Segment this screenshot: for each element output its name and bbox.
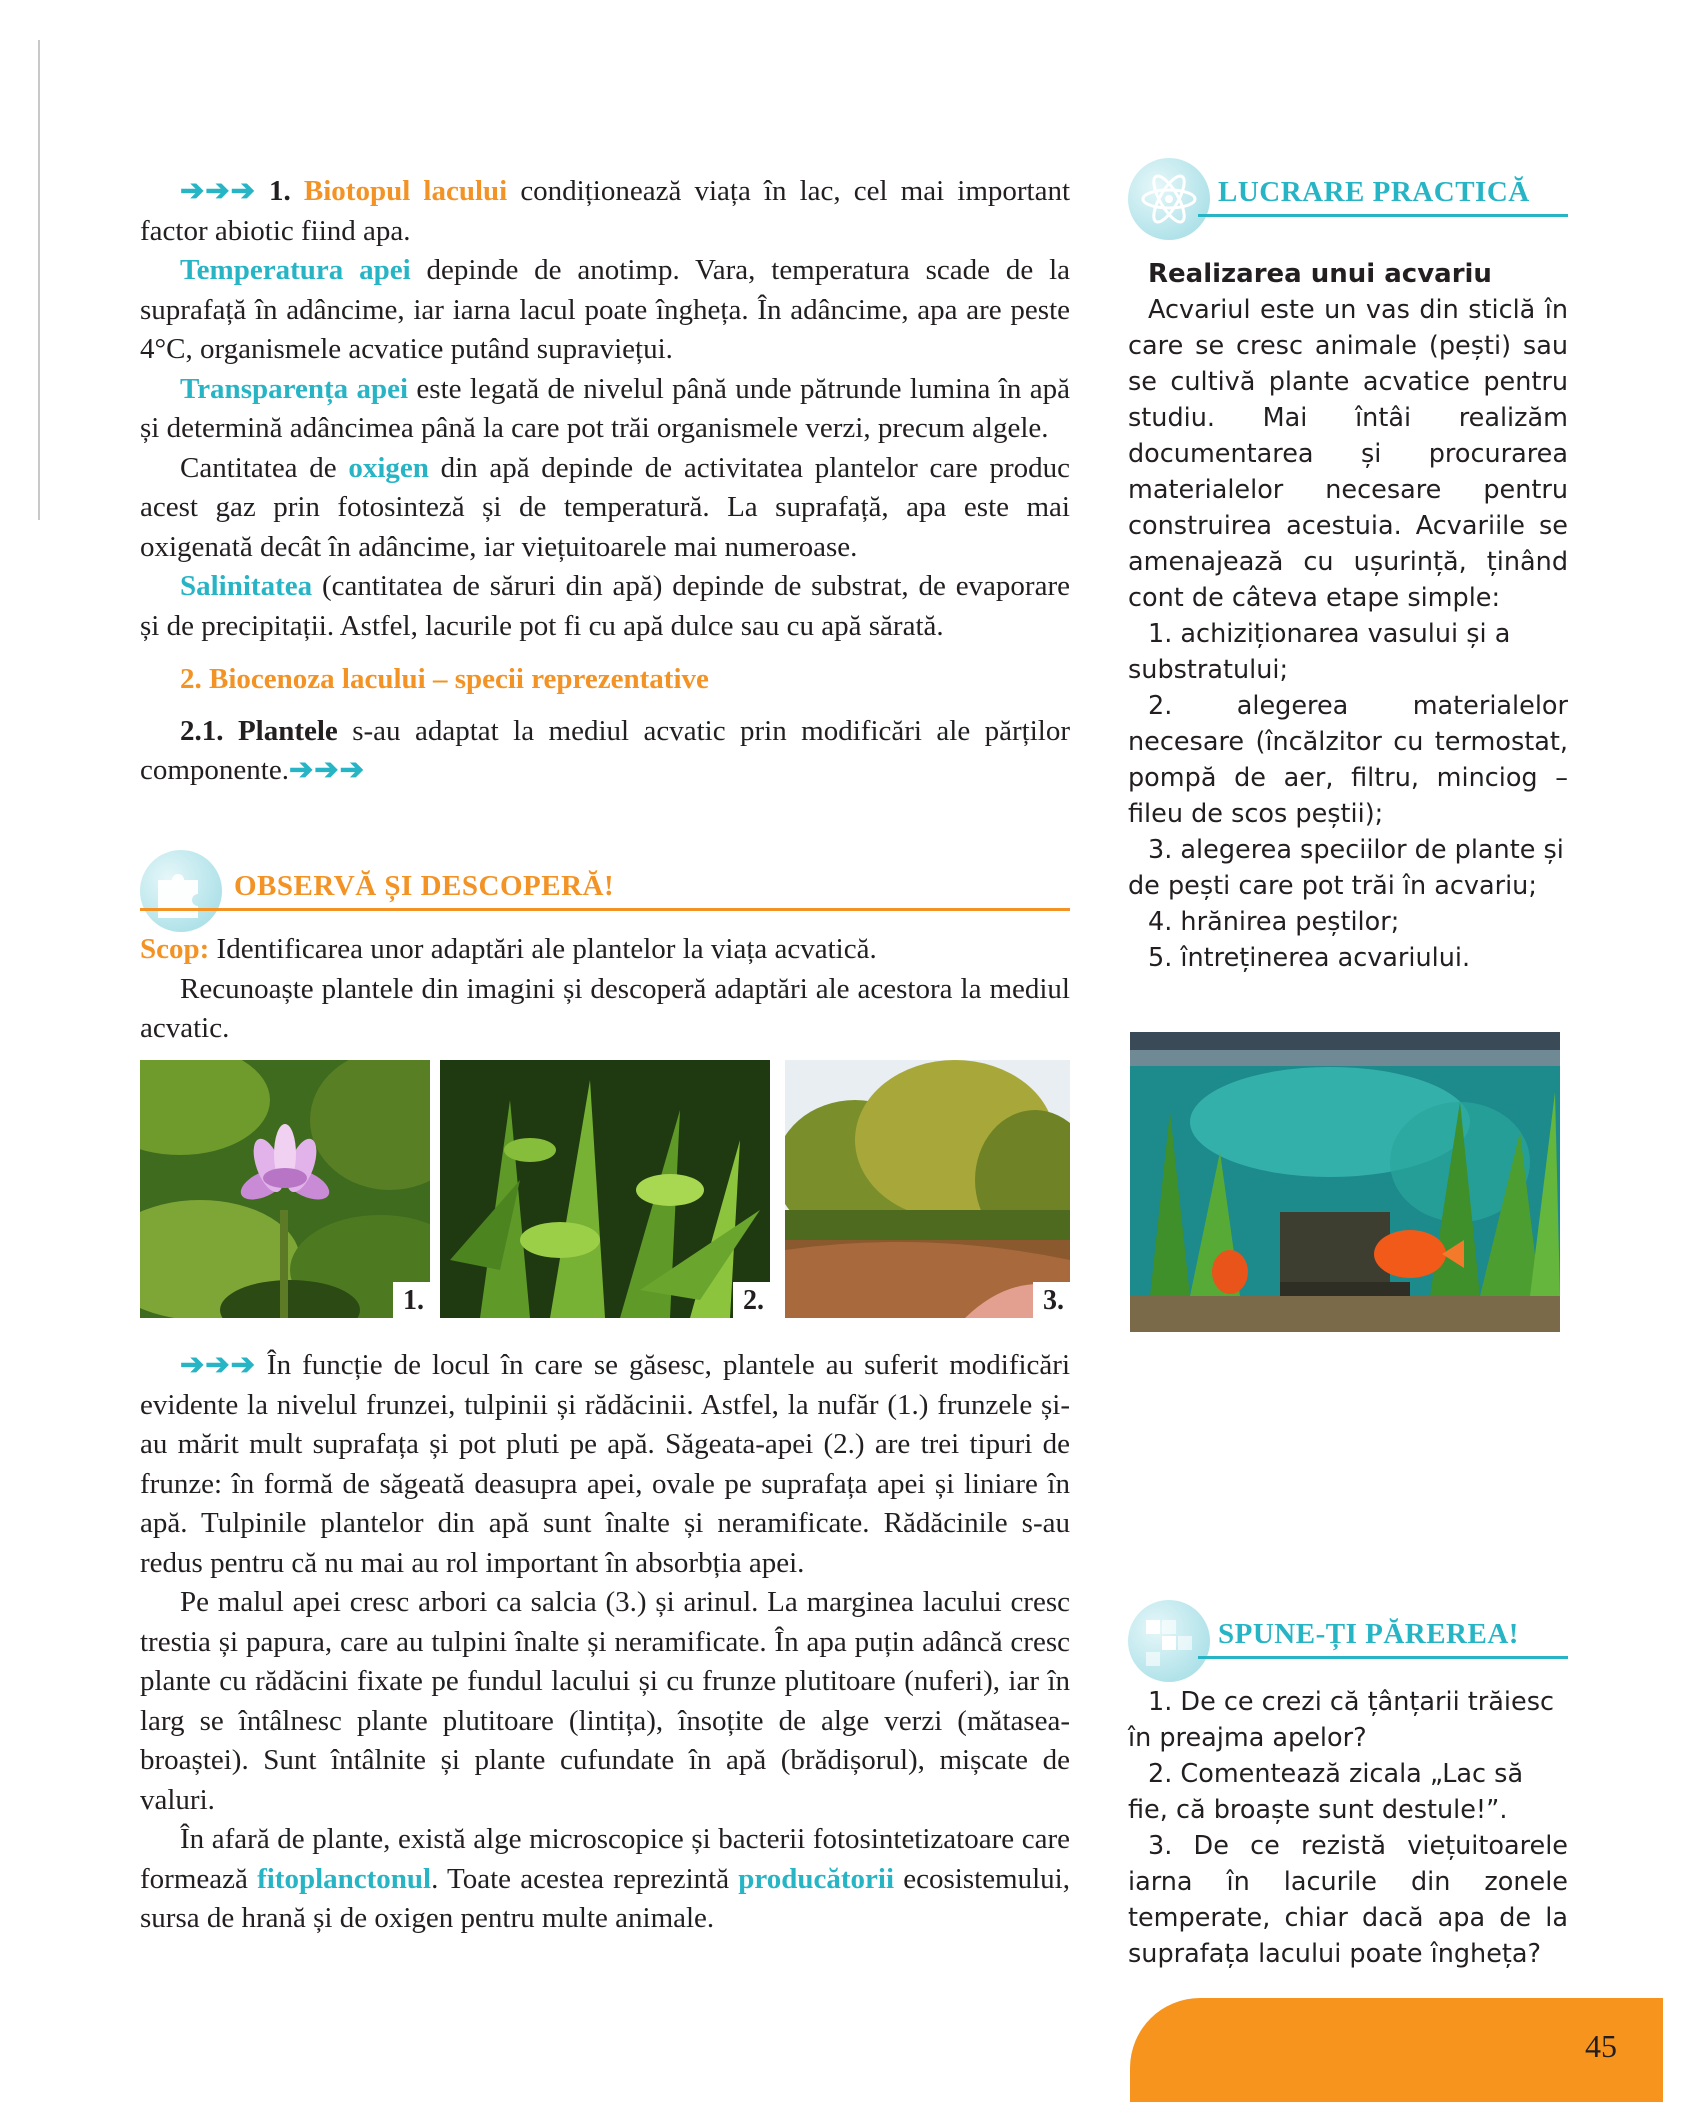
photo-arrowhead-plant <box>440 1060 770 1318</box>
observa-header <box>140 850 1070 930</box>
parere-body <box>1128 1684 1568 1972</box>
lucrare-header <box>1128 158 1568 238</box>
page-edge-line <box>38 40 40 520</box>
parere-question-1: 1. De ce crezi că țânțarii trăiesc în preajma apelor? <box>1128 1687 1554 1753</box>
lucrare-step-2: 2. alegerea materialelor necesare (încălzitor cu termostat, pompă de aer, filtru, minciog – fileu de scos peștii); <box>1128 691 1568 829</box>
heading-biocenoza: 2. Biocenoza lacului – specii reprezentative <box>180 663 709 695</box>
photo-label-1: 1. <box>393 1282 430 1318</box>
paragraph-producers: În afară de plante, există alge microscopice și bacterii fotosintetizatoare care formează fitoplanctonul. Toate acestea reprezintă producătorii ecosistemului, sursa de hrană și de oxigen pentru multe animale. <box>140 1823 1070 1934</box>
photo-aquarium <box>1130 1032 1560 1332</box>
chat-icon <box>1128 1600 1210 1682</box>
parere-underline <box>1198 1656 1568 1659</box>
paragraph-shore-plants: Pe malul apei cresc arbori ca salcia (3.) și arinul. La marginea lacului cresc trestia și papura, care au tulpini înalte și neramificate. În apa puțin adâncă cresc plante cu rădăcini fixate pe fundul lacului și cu frunze plutitoare (nuferi), iar în larg se întâlnesc plante plutitoare (lintița), însoțite de alge verzi (mătasea-broaștei). Sunt întâlnite și plante cufundate în apă (brădișorul), mișcate de valuri. <box>140 1586 1070 1816</box>
lucrare-underline <box>1198 214 1568 217</box>
page-number: 45 <box>1585 2028 1617 2064</box>
lucrare-title: LUCRARE PRACTICĂ <box>1218 176 1530 208</box>
observa-body <box>140 930 1070 1049</box>
main-text-top <box>140 172 1070 791</box>
lucrare-intro: Acvariul este un vas din sticlă în care se cresc animale (pești) sau se cultivă plante acvatice pentru studiu. Mai întâi realizăm documentarea și procurarea materialelor necesare pentru construirea acestuia. Acvariile se amenajează cu ușurință, ținând cont de câteva etape simple: <box>1128 295 1568 613</box>
observa-instruction: Recunoaște plantele din imagini și descoperă adaptări ale acestora la mediul acvatic. <box>140 972 1070 1044</box>
photo-willow-tree <box>785 1060 1070 1318</box>
photo-label-2: 2. <box>733 1282 770 1318</box>
parere-title: SPUNE-ȚI PĂREREA! <box>1218 1618 1519 1650</box>
scop-line: Scop: Identificarea unor adaptări ale plantelor la viața acvatică. <box>140 933 877 965</box>
parere-header <box>1128 1600 1568 1680</box>
page-number-tab <box>1130 1998 1663 2102</box>
lucrare-body <box>1128 256 1568 976</box>
paragraph-temperature: Temperatura apei depinde de anotimp. Vara, temperatura scade de la suprafață în adâncime, iar iarna lacul poate îngheța. În adâncime, apa are peste 4°C, organismele acvatice putând supraviețui. <box>140 254 1070 365</box>
lucrare-subtitle: Realizarea unui acvariu <box>1148 259 1492 289</box>
lucrare-step-1: 1. achiziționarea vasului și a substratului; <box>1128 619 1511 685</box>
paragraph-biotop: ➔➔➔ 1. Biotopul lacului condiționează viața în lac, cel mai important factor abiotic fiind apa. <box>140 175 1071 247</box>
observa-title: OBSERVĂ ȘI DESCOPERĂ! <box>234 870 615 902</box>
main-text-bottom <box>140 1346 1070 1939</box>
paragraph-adaptations: ➔➔➔ În funcție de locul în care se găsesc, plantele au suferit modificări evidente la nivelul frunzei, tulpinii și rădăcinii. Astfel, la nufăr (1.) frunzele și-au mărit mult suprafața și pot pluti pe apă. Săgeata-apei (2.) are trei tipuri de frunze: în formă de săgeată deasupra apei, ovale pe suprafața apei și liniare în apă. Tulpinile plantelor din apă sunt înalte și neramificate. Rădăcinile s-au redus pentru că nu mai au rol important în absorbția apei. <box>140 1349 1070 1579</box>
observa-underline <box>140 908 1070 911</box>
paragraph-oxygen: Cantitatea de oxigen din apă depinde de activitatea plantelor care produc acest gaz prin fotosinteză și de temperatură. La suprafață, apa este mai oxigenată decât în adâncime, iar viețuitoarele mai numeroase. <box>140 451 1070 563</box>
puzzle-icon <box>140 850 222 932</box>
parere-question-2: 2. Comentează zicala „Lac să fie, că broaște sunt destule!”. <box>1128 1759 1524 1825</box>
atom-icon <box>1128 158 1210 240</box>
paragraph-salinity: Salinitatea (cantitatea de săruri din apă) depinde de substrat, de evaporare și de precipitații. Astfel, lacurile pot fi cu apă dulce sau cu apă sărată. <box>140 570 1070 642</box>
paragraph-transparency: Transparența apei este legată de nivelul până unde pătrunde lumina în apă și determină adâncimea până la care pot trăi organismele verzi, precum algele. <box>140 372 1070 444</box>
lucrare-step-4: 4. hrănirea peștilor; <box>1148 907 1400 937</box>
photo-water-lily <box>140 1060 430 1318</box>
lucrare-step-5: 5. întreținerea acvariului. <box>1148 943 1471 973</box>
parere-question-3: 3. De ce rezistă viețuitoarele iarna în lacurile din zonele temperate, chiar dacă apa de la suprafața lacului poate îngheța? <box>1128 1831 1568 1969</box>
paragraph-plants: 2.1. Plantele s-au adaptat la mediul acvatic prin modificări ale părților componente.➔➔➔ <box>140 714 1070 786</box>
lucrare-step-3: 3. alegerea speciilor de plante și de pești care pot trăi în acvariu; <box>1128 835 1564 901</box>
photo-label-3: 3. <box>1033 1282 1070 1318</box>
